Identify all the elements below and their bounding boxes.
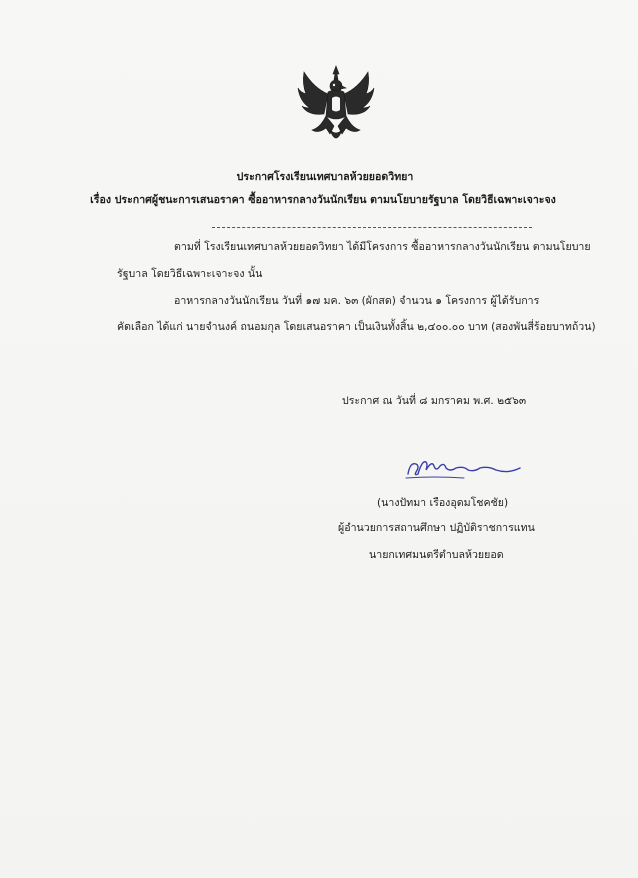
document-title: ประกาศโรงเรียนเทศบาลห้วยยอดวิทยา bbox=[236, 171, 414, 183]
signatory-position-2: นายกเทศมนตรีตำบลห้วยยอด bbox=[369, 549, 504, 561]
body-line-4: คัดเลือก ได้แก่ นายจำนงค์ ถนอมกุล โดยเสนอราคา เป็นเงินทั้งสิ้น ๒,๔๐๐.๐๐ บาท (สองพันสี่ร้อยบาทถ้วน) bbox=[117, 321, 596, 333]
body-line-3: อาหารกลางวันนักเรียน วันที่ ๑๗ มค. ๖๓ (ผักสด) จำนวน ๑ โครงการ ผู้ได้รับการ bbox=[174, 295, 540, 307]
body-line-2: รัฐบาล โดยวิธีเฉพาะเจาะจง นั้น bbox=[117, 268, 263, 280]
document-subject: เรื่อง ประกาศผู้ชนะการเสนอราคา ซื้ออาหารกลางวันนักเรียน ตามนโยบายรัฐบาล โดยวิธีเฉพาะเจาะจง bbox=[90, 194, 556, 206]
announcement-date: ประกาศ ณ วันที่ ๘ มกราคม พ.ศ. ๒๕๖๓ bbox=[342, 395, 527, 407]
signature-icon bbox=[404, 456, 522, 482]
signatory-name: (นางปัทมา เรืองอุดมโชคชัย) bbox=[377, 497, 509, 509]
body-line-1: ตามที่ โรงเรียนเทศบาลห้วยยอดวิทยา ได้มีโครงการ ซื้ออาหารกลางวันนักเรียน ตามนโยบาย bbox=[174, 241, 591, 253]
divider bbox=[212, 227, 532, 228]
signatory-position-1: ผู้อำนวยการสถานศึกษา ปฏิบัติราชการแทน bbox=[338, 522, 535, 534]
garuda-emblem-icon bbox=[296, 64, 376, 146]
